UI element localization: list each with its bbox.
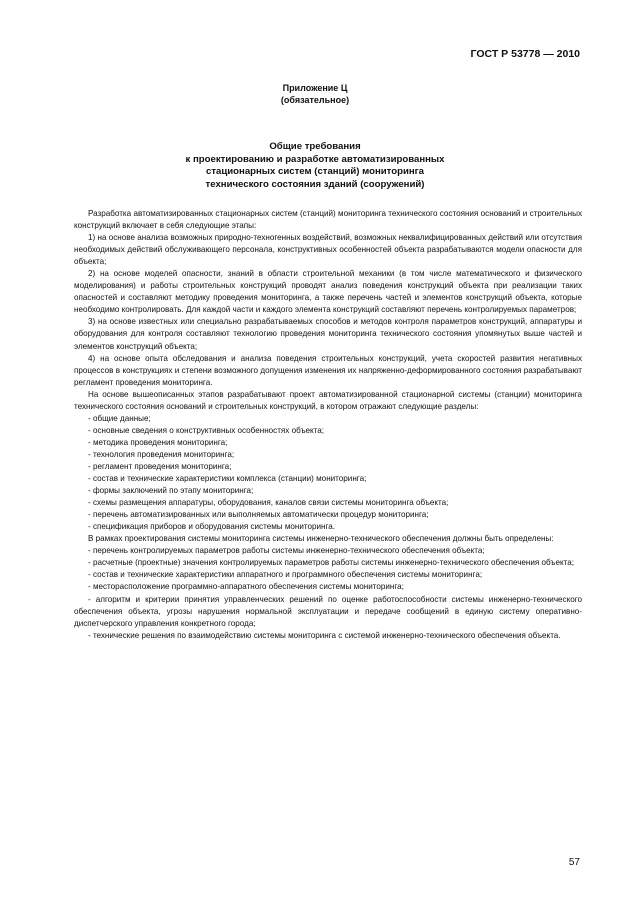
list-item: - расчетные (проектные) значения контролируемых параметров работы системы инженерно-технического обеспечения объекта; — [88, 558, 574, 568]
appendix-status: (обязательное) — [280, 95, 350, 105]
title-line-1: Общие требования — [269, 141, 361, 152]
list-item: - формы заключений по этапу мониторинга; — [88, 486, 254, 496]
list-item: - технология проведения мониторинга; — [88, 449, 235, 459]
document-title — [0, 141, 630, 191]
title-line-2: к проектированию и разработке автоматизированных — [185, 153, 445, 165]
list-item: - технические решения по взаимодействию системы мониторинга с системой инженерно-технического обеспечения объекта. — [88, 630, 561, 640]
paragraph-stage-4: 4) на основе опыта обследования и анализа поведения строительных конструкций, учета скоростей развития негативных процессов в конструкциях и степени возможного допущения изменения их напряженно-деформированного состояния разрабатывают регламент проведения мониторинга. — [74, 353, 582, 387]
paragraph-engineering-intro: В рамках проектирования системы мониторинга системы инженерно-технического обеспечения должны быть определены: — [88, 534, 554, 544]
list-item: - основные сведения о конструктивных особенностях объекта; — [88, 425, 325, 435]
list-item: - спецификация приборов и оборудования системы мониторинга. — [88, 522, 336, 532]
body-text — [74, 208, 582, 642]
paragraph-stage-3: 3) на основе известных или специально разрабатываемых способов и методов контроля параметров конструкций, аппаратуры и оборудования для контроля составляют технологию проведения мониторинга технического состояния упомянутых выше частей и элементов конструкций объекта; — [74, 317, 582, 351]
list-item: - перечень автоматизированных или выполняемых автоматически процедур мониторинга; — [88, 510, 429, 520]
title-line-3: стационарных систем (станций) мониторинга — [206, 166, 424, 177]
title-line-4: технического состояния зданий (сооружений) — [205, 178, 425, 190]
list-item: - методика проведения мониторинга; — [88, 437, 228, 447]
list-item: - состав и технические характеристики аппаратного и программного обеспечения системы мониторинга; — [88, 570, 483, 580]
paragraph-project: На основе вышеописанных этапов разрабатывают проект автоматизированной стационарной системы (станции) мониторинга технического состояния оснований и строительных конструкций, в котором отражают следующие разделы: — [74, 389, 582, 411]
standard-number: ГОСТ Р 53778 — 2010 — [470, 48, 580, 60]
list-item: - общие данные; — [88, 413, 151, 423]
list-item: - состав и технические характеристики комплекса (станции) мониторинга; — [88, 474, 367, 484]
paragraph-stage-1: 1) на основе анализа возможных природно-техногенных воздействий, возможных неквалифицированных действий или отсутствия необходимых действий обслуживающего персонала, конструктивных особенностей объекта разрабатываются модели опасности для объекта; — [74, 233, 582, 267]
list-item: - регламент проведения мониторинга; — [88, 461, 232, 471]
page-number: 57 — [568, 857, 580, 868]
paragraph-stage-2: 2) на основе моделей опасности, знаний в области строительной механики (в том числе математического и физического моделирования) и работы строительных конструкций проводят анализ поведения конструкций объекта при реализации таких опасностей и составляют методику проведения мониторинга, а также перечень частей и элементов конструкций объекта, которые необходимо контролировать. Для каждой части и каждого элемента конструкций составляют перечень контролируемых параметров; — [74, 269, 582, 315]
list-item: - схемы размещения аппаратуры, оборудования, каналов связи системы мониторинга объекта; — [88, 498, 449, 508]
appendix-title: Приложение Ц — [282, 83, 348, 93]
list-item: - алгоритм и критерии принятия управленческих решений по оценке работоспособности системы инженерно-технического обеспечения объекта, угрозы нарушения нормальной эксплуатации и передаче сообщений в единую систему оперативно-диспетчерского управления конкретного города; — [74, 594, 582, 628]
appendix-heading — [0, 82, 630, 106]
list-item: - месторасположение программно-аппаратного обеспечения системы мониторинга; — [88, 582, 404, 592]
list-item: - перечень контролируемых параметров работы системы инженерно-технического обеспечения объекта; — [88, 546, 485, 556]
paragraph-intro: Разработка автоматизированных стационарных систем (станций) мониторинга технического состояния оснований и строительных конструкций включает в себя следующие этапы: — [74, 209, 582, 231]
